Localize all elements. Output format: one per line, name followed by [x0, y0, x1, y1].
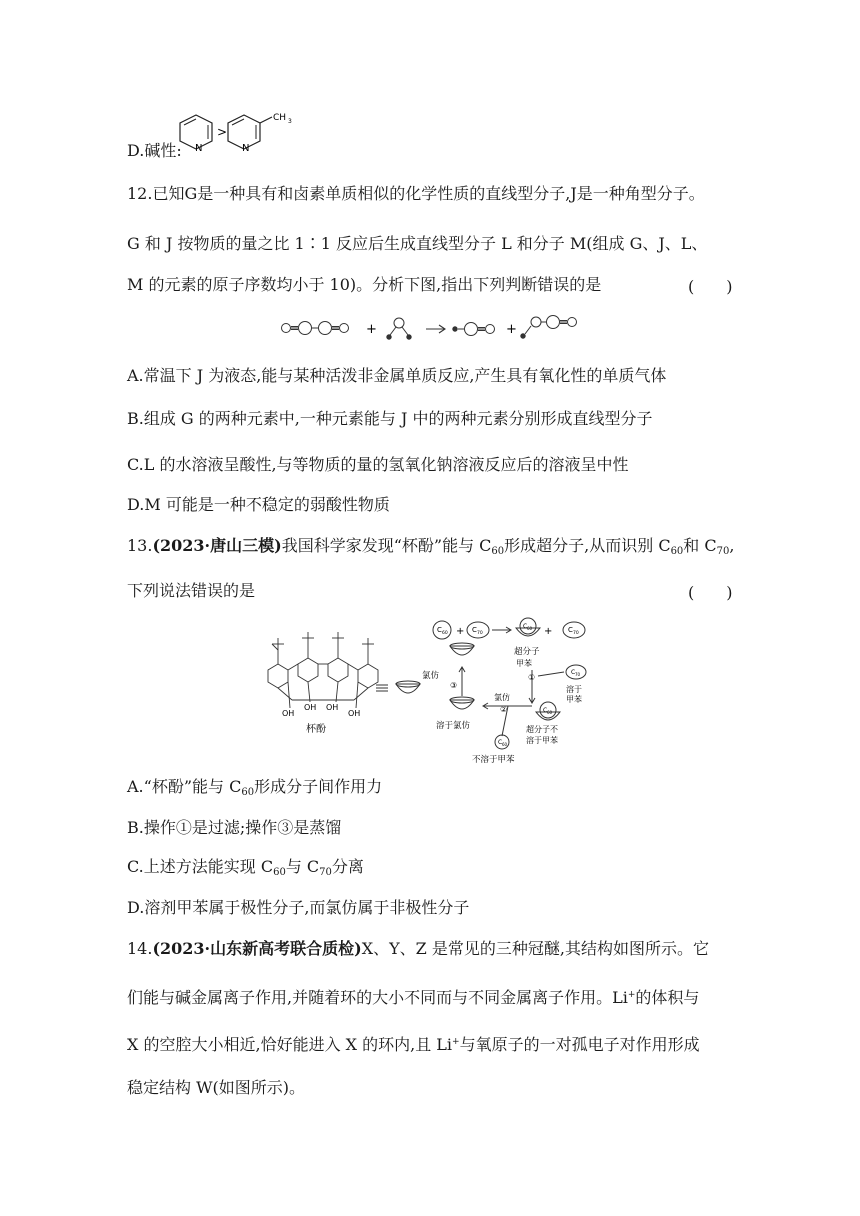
methyl-subscript: 3	[288, 118, 292, 125]
insoluble-toluene-label: 不溶于甲苯	[472, 755, 515, 765]
q11-option-d-label: D.碱性:	[127, 141, 182, 160]
methylpyridine-n-label: N	[242, 143, 250, 154]
calix-oh-3: OH	[326, 703, 339, 712]
svg-text:60: 60	[547, 710, 553, 715]
plus-sign-2: +	[506, 322, 517, 337]
q13-option-b: B.操作①是过滤;操作③是蒸馏	[127, 818, 342, 837]
q12-option-c: C.L 的水溶液呈酸性,与等物质的量的氢氧化钠溶液反应后的溶液呈中性	[127, 455, 629, 474]
q14-stem-line4: 稳定结构 W(如图所示)。	[127, 1078, 306, 1097]
reaction-arrow	[426, 325, 445, 333]
supramolecule-label: 超分子	[514, 647, 540, 657]
insoluble-label-a: 超分子不	[526, 725, 558, 734]
soluble-toluene-label-b: 甲苯	[566, 695, 582, 704]
svg-text:60: 60	[442, 631, 448, 636]
fig-arrow-top	[492, 627, 511, 633]
q12-option-b: B.组成 G 的两种元素中,一种元素能与 J 中的两种元素分别形成直线型分子	[127, 409, 653, 428]
svg-text:C: C	[523, 623, 528, 630]
insoluble-label-b: 溶于甲苯	[526, 736, 558, 745]
c60-molecule	[433, 621, 451, 639]
fig-arrow-left	[483, 703, 532, 736]
q12-answer-blank: ( )	[688, 277, 733, 296]
svg-text:70: 70	[477, 631, 483, 636]
q14-stem-line2: 们能与碱金属离子作用,并随着环的大小不同而与不同金属离子作用。Li+的体积与	[127, 988, 700, 1007]
svg-text:C: C	[437, 626, 442, 634]
svg-text:C: C	[543, 707, 548, 714]
step1-label: ①	[528, 673, 536, 682]
svg-text:C: C	[568, 626, 573, 634]
fig-plus-2: +	[544, 626, 553, 637]
c70-molecule	[467, 622, 489, 638]
chloroform-label-left: 氯仿	[422, 671, 440, 681]
soluble-toluene-label-a: 溶于	[566, 685, 582, 694]
q14-stem-line3: X 的空腔大小相近,恰好能进入 X 的环内,且 Li+与氧原子的一对孤电子对作用形成	[127, 1035, 700, 1054]
calixarene-structure	[268, 632, 378, 708]
q13-stem-line1: 13.(2023·唐山三模)我国科学家发现“杯酚”能与 $C_{60}$形成超分子,从而识别 $C_{60}$和 $C_{70}$,	[127, 536, 735, 557]
svg-text:70: 70	[573, 631, 579, 636]
q13-answer-blank: ( )	[688, 583, 733, 602]
q13-option-c: C.上述方法能实现 $C_{60}$与 $C_{70}$分离	[127, 857, 364, 878]
svg-text:C: C	[498, 739, 503, 746]
svg-text:60: 60	[502, 742, 508, 747]
q12-reaction-diagram	[278, 312, 598, 342]
q13-stem-line2: 下列说法错误的是	[127, 581, 256, 600]
c60-molecule-2	[495, 735, 509, 749]
supramolecule-icon	[516, 618, 540, 636]
q12-stem-line3: M 的元素的原子序数均小于 10)。分析下图,指出下列判断错误的是	[127, 275, 602, 294]
step3-label: ③	[450, 681, 458, 690]
calix-bowl-icon	[396, 684, 420, 693]
step2-label: ②	[500, 705, 508, 714]
fig-arrow-up	[459, 667, 465, 696]
q13-option-a: A.“杯酚”能与 $C_{60}$形成分子间作用力	[127, 777, 383, 798]
fig-plus-1: +	[456, 626, 465, 637]
toluene-label: 甲苯	[516, 659, 532, 668]
c70-molecule-3	[566, 665, 586, 679]
molecule-g	[282, 322, 349, 335]
methylpyridine-structure	[226, 108, 316, 158]
calix-label: 杯酚	[306, 724, 326, 735]
calix-oh-2: OH	[304, 703, 317, 712]
q12-stem-line2: G 和 J 按物质的量之比 1∶1 反应后生成直线型分子 L 和分子 M(组成 G、J、L、	[127, 234, 708, 253]
compare-sign: >	[217, 125, 228, 139]
calix-bowl-bottom	[450, 700, 474, 709]
svg-text:70: 70	[575, 672, 581, 677]
molecule-l	[453, 323, 495, 336]
q12-option-a: A.常温下 J 为液态,能与某种活泼非金属单质反应,产生具有氧化性的单质气体	[127, 366, 667, 385]
molecule-m	[521, 316, 577, 339]
q13-option-d: D.溶剂甲苯属于极性分子,而氯仿属于非极性分子	[127, 898, 470, 917]
calix-bowl-top	[450, 646, 474, 655]
molecule-j	[387, 318, 411, 339]
plus-sign: +	[366, 322, 377, 337]
q13-separation-diagram	[262, 616, 602, 766]
q12-stem-line1: 12.已知G是一种具有和卤素单质相似的化学性质的直线型分子,J是一种角型分子。	[127, 184, 705, 203]
calix-oh-4: OH	[348, 709, 361, 718]
q12-option-d: D.M 可能是一种不稳定的弱酸性物质	[127, 495, 390, 514]
supramolecule-icon-2	[536, 702, 560, 720]
svg-text:60: 60	[527, 626, 533, 631]
pyridine-n-label: N	[195, 143, 203, 154]
q13-source: (2023·唐山三模)	[152, 536, 282, 555]
soluble-chloroform-label: 溶于氯仿	[436, 721, 471, 731]
equivalence-sign	[376, 685, 388, 691]
svg-text:C: C	[472, 626, 477, 634]
chloroform-label-right: 氯仿	[494, 693, 510, 702]
calix-oh-1: OH	[282, 709, 295, 718]
q14-source: (2023·山东新高考联合质检)	[152, 939, 362, 958]
methyl-label: CH	[273, 113, 287, 123]
svg-text:C: C	[571, 669, 576, 676]
q14-stem-line1: 14.(2023·山东新高考联合质检)X、Y、Z 是常见的三种冠醚,其结构如图所示。它	[127, 939, 709, 958]
c70-molecule-2	[563, 622, 585, 638]
